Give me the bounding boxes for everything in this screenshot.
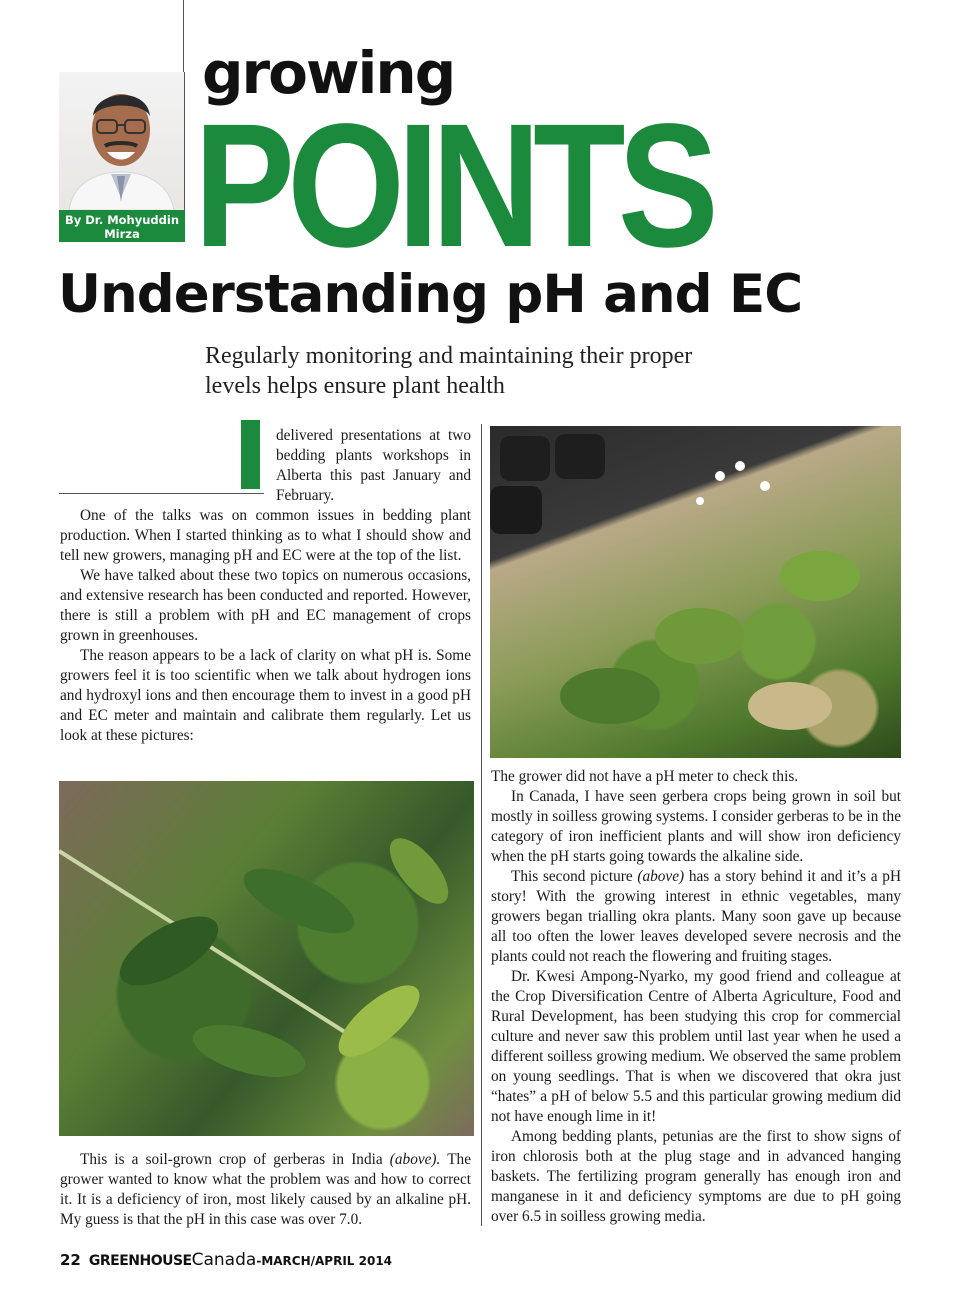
body-emphasis: (above) [637,868,685,885]
body-text-part: This second picture [511,868,638,885]
magazine-name-light: Canada [191,1250,257,1270]
body-paragraph: Dr. Kwesi Ampong-Nyarko, my good friend and colleague at the Crop Diversification Centre of Alberta Agriculture, Food and Rural Development, has been studying this crop for commercial culture and never saw this problem until last year when he used a different soilless growing medium. We observed the same problem on young seedlings. That is when we discovered that okra just “hates” a pH of below 5.5 and this particular growing medium did not have enough lime in it! [491,968,901,1125]
body-paragraph: In Canada, I have seen gerbera crops being grown in soil but mostly in soilless growing systems. I consider gerberas to be in the category of iron inefficient plants and will show iron deficiency when the pH starts going towards the alkaline side. [491,788,901,865]
right-column-body [491,767,901,1227]
issue-date: MARCH/APRIL 2014 [261,1254,393,1268]
left-column-body [60,506,471,746]
body-text-part: has a story behind it and it’s a pH story! With the growing interest in ethnic vegetables, many growers began trialling okra plants. Many soon gave up because all too often the lower leaves developed severe necrosis and the plants could not reach the flowering and fruiting stages. [491,868,901,965]
article-deck: Regularly monitoring and maintaining their proper levels helps ensure plant health [205,343,693,399]
gerbera-crop-photo [59,781,474,1136]
body-paragraph: We have talked about these two topics on numerous occasions, and extensive research has been conducted and reported. However, there is still a problem with pH and EC management of crops grown in greenhouses. [60,567,471,644]
drop-cap [241,420,260,489]
column-divider [481,424,482,1226]
header-vertical-rule [183,0,184,72]
intro-paragraph [276,426,471,506]
body-paragraph [491,867,901,967]
magazine-name-bold: GREENHOUSE [88,1253,192,1269]
page-footer [60,1250,392,1270]
caption-text-part: This is a soil-grown crop of gerberas in India [80,1151,390,1168]
intro-rule [59,493,264,494]
caption-emphasis: (above). [389,1151,441,1168]
footer-separator: - [256,1254,262,1268]
section-kicker: growing [202,39,455,107]
page-number: 22 [60,1251,81,1269]
intro-text: delivered presentations at two bedding plants workshops in Alberta this past January and February. [276,427,471,504]
body-paragraph: The reason appears to be a lack of clarity on what pH is. Some growers feel it is too scientific when we talk about hydrogen ions and hydroxyl ions and then encourage them to invest in a good pH and EC meter and maintain and calibrate them regularly. Let us look at these pictures: [60,647,471,744]
caption-text [60,1150,471,1230]
body-paragraph: One of the talks was on common issues in bedding plant production. When I started thinking as to what I should show and tell new growers, managing pH and EC were at the top of the list. [60,507,471,564]
caption-text-okra: The grower did not have a pH meter to check this. [491,768,799,785]
body-paragraph: Among bedding plants, petunias are the first to show signs of iron chlorosis both at the plug stage and in advanced hanging baskets. The fertilizing program generally has enough iron and manganese in it and deficiency symptoms are due to pH going over 6.5 in soilless growing media. [491,1128,901,1225]
author-portrait [59,72,185,210]
article-headline: Understanding pH and EC [58,264,803,325]
photo-caption-gerbera [60,1150,471,1230]
section-title: POINTS [194,88,712,284]
author-byline: By Dr. Mohyuddin Mirza [59,210,185,242]
caption-text-part: The grower wanted to know what the problem was and how to correct it. It is a deficiency of iron, most likely caused by an alkaline pH. My guess is that the pH in this case was over 7.0. [60,1151,471,1228]
okra-seedlings-photo [490,426,901,758]
